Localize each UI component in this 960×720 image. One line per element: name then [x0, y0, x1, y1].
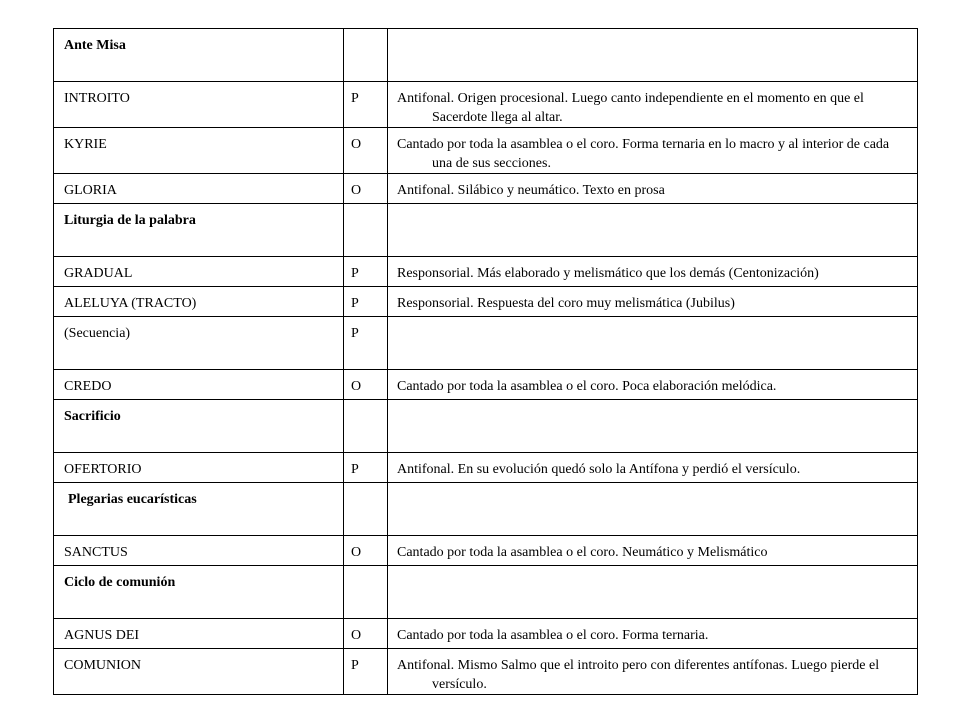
- part-description-cell: [388, 317, 918, 370]
- section-header-row: [54, 483, 918, 536]
- part-type-cell: O: [344, 174, 388, 204]
- part-name-cell: GLORIA: [54, 174, 344, 204]
- part-name-cell: COMUNION: [54, 649, 344, 695]
- table-row: [54, 370, 918, 400]
- part-description-cell: [388, 29, 918, 82]
- section-header-row: [54, 566, 918, 619]
- part-type-cell: O: [344, 370, 388, 400]
- part-name-cell: Ante Misa: [54, 29, 344, 82]
- part-description-cell: Cantado por toda la asamblea o el coro. Neumático y Melismático: [388, 536, 918, 566]
- part-name-cell: Ciclo de comunión: [54, 566, 344, 619]
- part-description-cell: Antifonal. En su evolución quedó solo la Antífona y perdió el versículo.: [388, 453, 918, 483]
- part-name-cell: INTROITO: [54, 82, 344, 128]
- part-description-cell: Antifonal. Silábico y neumático. Texto en prosa: [388, 174, 918, 204]
- part-name-cell: KYRIE: [54, 128, 344, 174]
- part-type-cell: [344, 566, 388, 619]
- part-name-cell: Liturgia de la palabra: [54, 204, 344, 257]
- part-description-cell: Antifonal. Mismo Salmo que el introito pero con diferentes antífonas. Luego pierde el versículo.: [388, 649, 918, 695]
- table-row: [54, 317, 918, 370]
- part-description-cell: Cantado por toda la asamblea o el coro. Forma ternaria en lo macro y al interior de cada una de sus secciones.: [388, 128, 918, 174]
- part-type-cell: O: [344, 536, 388, 566]
- part-type-cell: O: [344, 128, 388, 174]
- part-name-cell: SANCTUS: [54, 536, 344, 566]
- part-type-cell: O: [344, 619, 388, 649]
- part-name-cell: Sacrificio: [54, 400, 344, 453]
- part-description-cell: Antifonal. Origen procesional. Luego canto independiente en el momento en que el Sacerdote llega al altar.: [388, 82, 918, 128]
- part-description-cell: Responsorial. Más elaborado y melismático que los demás (Centonización): [388, 257, 918, 287]
- part-name-cell: AGNUS DEI: [54, 619, 344, 649]
- part-name-cell: (Secuencia): [54, 317, 344, 370]
- table-row: [54, 649, 918, 695]
- part-description-cell: [388, 483, 918, 536]
- part-description-cell: Responsorial. Respuesta del coro muy melismática (Jubilus): [388, 287, 918, 317]
- table-row: [54, 453, 918, 483]
- part-type-cell: [344, 400, 388, 453]
- table-row: [54, 82, 918, 128]
- part-name-cell: Plegarias eucarísticas: [54, 483, 344, 536]
- part-type-cell: P: [344, 453, 388, 483]
- part-type-cell: P: [344, 317, 388, 370]
- part-description-cell: [388, 566, 918, 619]
- part-type-cell: P: [344, 257, 388, 287]
- section-header-row: [54, 400, 918, 453]
- part-type-cell: [344, 29, 388, 82]
- part-name-cell: GRADUAL: [54, 257, 344, 287]
- part-description-cell: [388, 204, 918, 257]
- part-type-cell: [344, 204, 388, 257]
- part-type-cell: P: [344, 649, 388, 695]
- part-type-cell: P: [344, 82, 388, 128]
- table-row: [54, 174, 918, 204]
- table-row: [54, 619, 918, 649]
- table-body: [54, 29, 918, 695]
- part-type-cell: P: [344, 287, 388, 317]
- part-description-cell: [388, 400, 918, 453]
- section-header-row: [54, 204, 918, 257]
- part-description-cell: Cantado por toda la asamblea o el coro. Poca elaboración melódica.: [388, 370, 918, 400]
- table-row: [54, 287, 918, 317]
- table-row: [54, 128, 918, 174]
- table-row: [54, 536, 918, 566]
- part-name-cell: ALELUYA (TRACTO): [54, 287, 344, 317]
- part-type-cell: [344, 483, 388, 536]
- mass-parts-table: [53, 28, 918, 695]
- table-row: [54, 257, 918, 287]
- part-name-cell: OFERTORIO: [54, 453, 344, 483]
- part-name-cell: CREDO: [54, 370, 344, 400]
- part-description-cell: Cantado por toda la asamblea o el coro. Forma ternaria.: [388, 619, 918, 649]
- section-header-row: [54, 29, 918, 82]
